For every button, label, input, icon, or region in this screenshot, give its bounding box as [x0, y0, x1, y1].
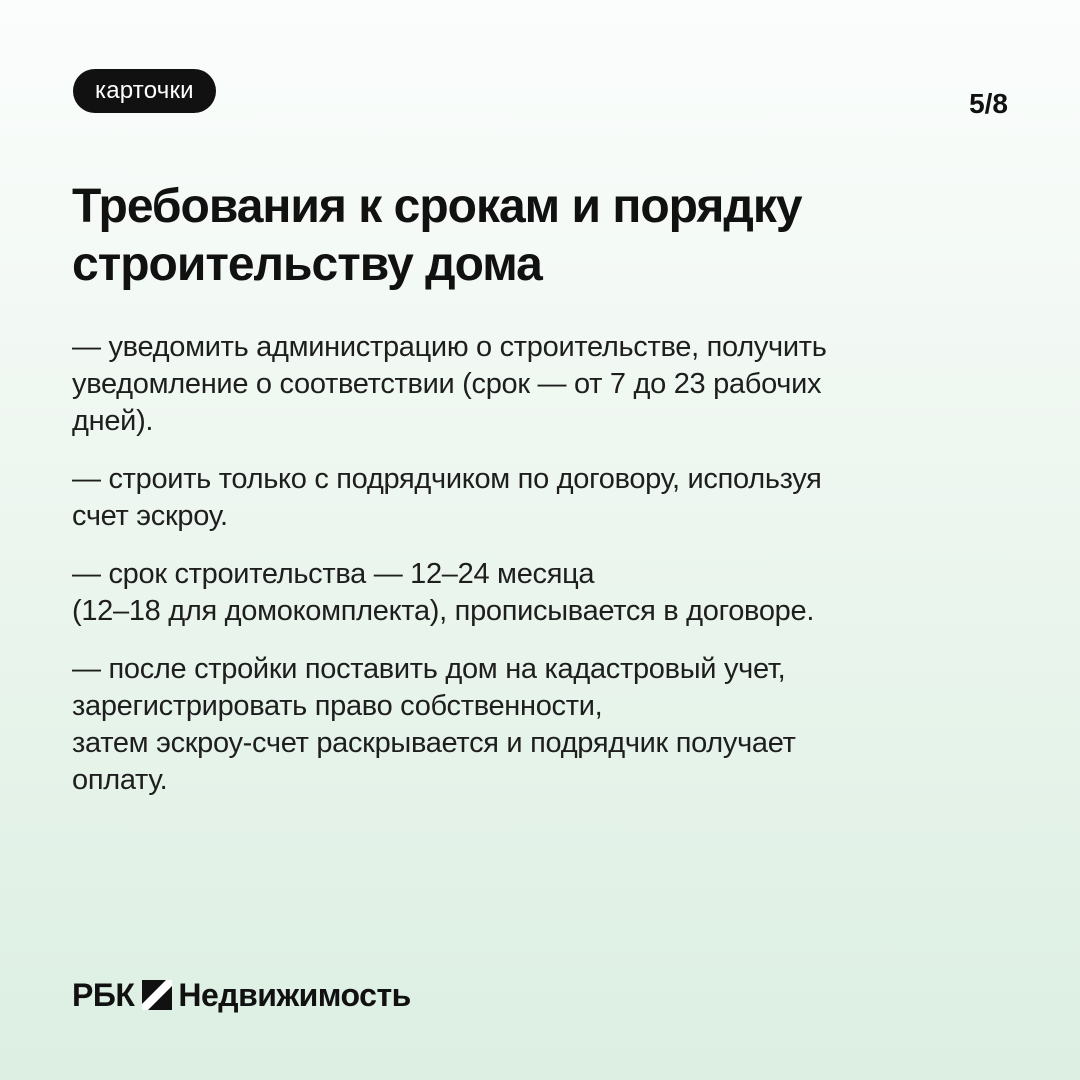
list-item	[72, 461, 1022, 535]
list-item	[72, 329, 1022, 440]
logo-brand: РБК	[72, 976, 135, 1013]
list-item	[72, 556, 1022, 630]
list-item-line: — срок строительства — 12–24 месяца	[72, 558, 595, 590]
list-item-line: зарегистрировать право собственности,	[72, 690, 603, 722]
list-item-line: — после стройки поставить дом на кадастровый учет,	[72, 653, 786, 685]
list-item-line: уведомление о соответствии (срок — от 7 до 23 рабочих	[72, 368, 822, 400]
rbc-realty-logo	[72, 975, 411, 1015]
page-indicator: 5/8	[969, 88, 1008, 119]
list-item-line: — строить только с подрядчиком по договору, используя	[72, 463, 822, 495]
title-line: Требования к срокам и порядку	[72, 180, 802, 233]
requirements-list	[72, 329, 1022, 820]
rbc-slash-square-icon	[142, 980, 172, 1010]
logo-section: Недвижимость	[178, 976, 411, 1013]
list-item-line: — уведомить администрацию о строительстве, получить	[72, 331, 827, 363]
list-item	[72, 651, 1022, 799]
list-item-line: (12–18 для домокомплекта), прописывается в договоре.	[72, 595, 815, 627]
list-item-line: оплату.	[72, 764, 168, 796]
title-line: строительству дома	[72, 238, 542, 291]
list-item-line: затем эскроу-счет раскрывается и подрядчик получает	[72, 727, 796, 759]
list-item-line: счет эскроу.	[72, 500, 228, 532]
card-title	[72, 178, 1012, 294]
list-item-line: дней).	[72, 405, 154, 437]
category-tag: карточки	[73, 69, 216, 113]
